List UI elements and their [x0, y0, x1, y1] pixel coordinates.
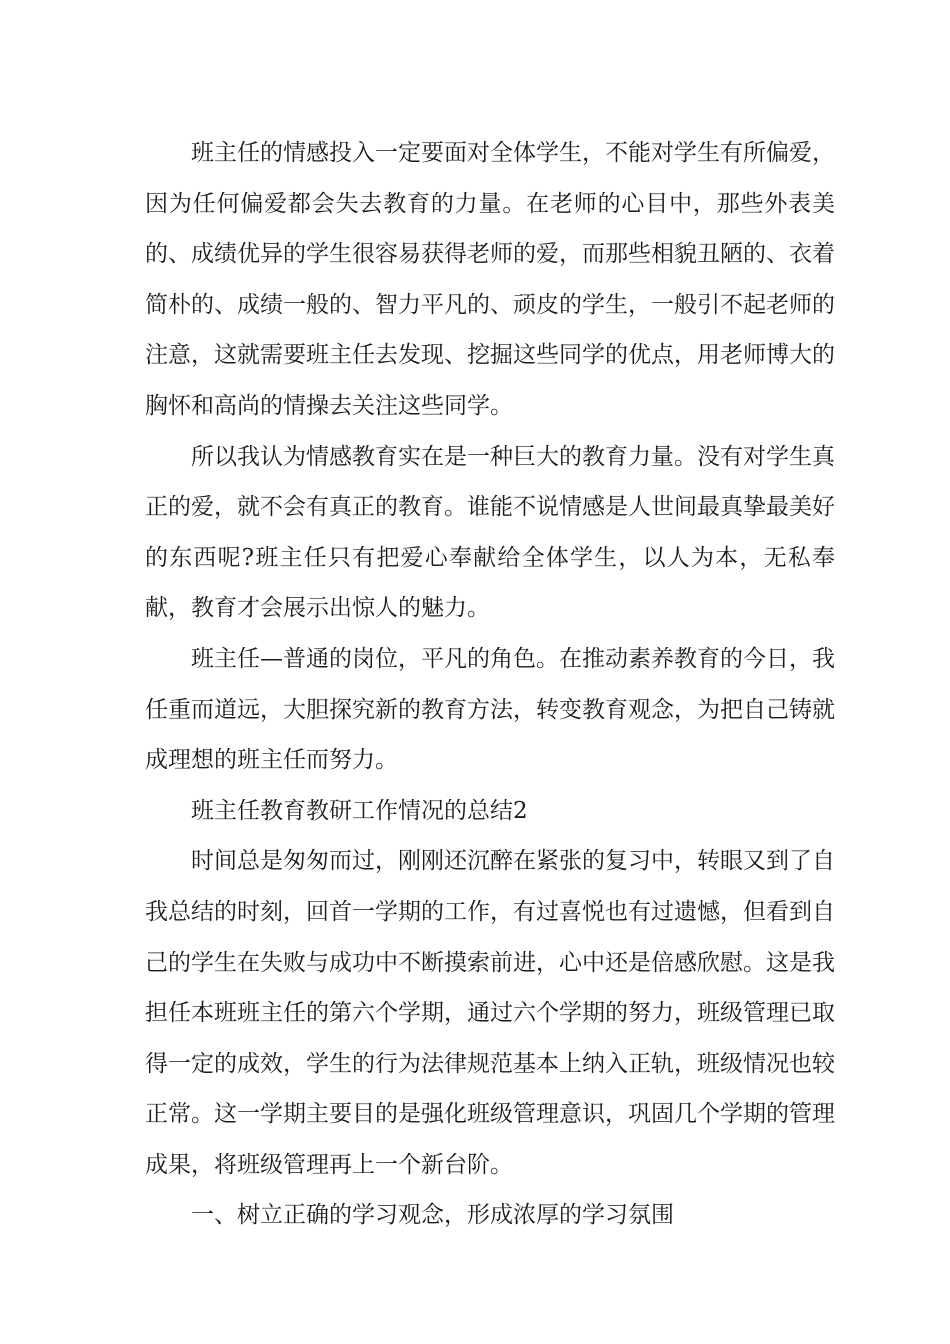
paragraph-semester-summary: 时间总是匆匆而过，刚刚还沉醉在紧张的复习中，转眼又到了自我总结的时刻，回首一学期的工作，有过喜悦也有过遗憾，但看到自己的学生在失败与成功中不断摸索前进，心中还是倍感欣慰。这是我担任本班班主任的第六个学期，通过六个学期的努力，班级管理已取得一定的成效，学生的行为法律规范基本上纳入正轨，班级情况也较正常。这一学期主要目的是强化班级管理意识，巩固几个学期的管理成果，将班级管理再上一个新台阶。 — [145, 848, 835, 1178]
section-title: 班主任教育教研工作情况的总结2 — [191, 797, 528, 824]
document-body — [145, 128, 835, 1241]
section-heading-1: 一、树立正确的学习观念，形成浓厚的学习氛围 — [191, 1202, 674, 1229]
paragraph-emotional-investment: 班主任的情感投入一定要面对全体学生，不能对学生有所偏爱，因为任何偏爱都会失去教育的力量。在老师的心目中，那些外表美的、成绩优异的学生很容易获得老师的爱，而那些相貌丑陋的、衣着简朴的、成绩一般的、智力平凡的、顽皮的学生，一般引不起老师的注意，这就需要班主任去发现、挖掘这些同学的优点，用老师博大的胸怀和高尚的情操去关注这些同学。 — [145, 140, 835, 419]
paragraph-ordinary-post: 班主任—普通的岗位，平凡的角色。在推动素养教育的今日，我任重而道远，大胆探究新的教育方法，转变教育观念，为把自己铸就成理想的班主任而努力。 — [145, 645, 835, 774]
paragraph-emotional-education: 所以我认为情感教育实在是一种巨大的教育力量。没有对学生真正的爱，就不会有真正的教育。谁能不说情感是人世间最真挚最美好的东西呢?班主任只有把爱心奉献给全体学生，以人为本，无私奉献，教育才会展示出惊人的魅力。 — [145, 443, 835, 622]
